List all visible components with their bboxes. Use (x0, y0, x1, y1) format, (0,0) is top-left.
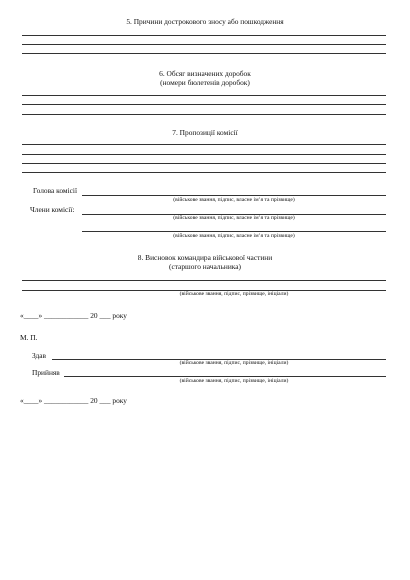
conclusion-line-1[interactable] (22, 280, 386, 281)
volume-line-2[interactable] (22, 104, 386, 105)
received-caption: (військове звання, підпис, прізвище, ініціали) (179, 378, 289, 384)
commission-head-caption: (військове звання, підпис, власне ім’я та прізвище) (173, 197, 295, 203)
proposals-line-4[interactable] (22, 172, 386, 173)
commission-member-2-caption: (військове звання, підпис, власне ім’я та прізвище) (173, 233, 295, 239)
section-6-subheading: (номери бюлетенів доробок) (160, 78, 250, 87)
reasons-line-2[interactable] (22, 44, 386, 45)
stamp-place-label: М. П. (20, 333, 38, 342)
conclusion-caption: (військове звання, підпис, прізвище, ініціали) (179, 291, 289, 297)
section-8-heading: 8. Висновок командира військової частини (137, 253, 273, 262)
date-field-2[interactable]: «____» ____________ 20 ___ року (20, 396, 127, 405)
proposals-line-1[interactable] (22, 144, 386, 145)
reasons-line-1[interactable] (22, 35, 386, 36)
commission-member-2-signature-line[interactable] (82, 231, 386, 232)
proposals-line-2[interactable] (22, 154, 386, 155)
handed-over-caption: (військове звання, підпис, прізвище, ініціали) (179, 360, 289, 366)
commission-members-label: Члени комісії: (30, 205, 75, 214)
received-label: Прийняв (32, 368, 60, 377)
proposals-line-3[interactable] (22, 163, 386, 164)
received-signature-line[interactable] (64, 376, 386, 377)
volume-line-1[interactable] (22, 95, 386, 96)
commission-member-1-caption: (військове звання, підпис, власне ім’я та прізвище) (173, 215, 295, 221)
section-7-heading: 7. Пропозиції комісії (172, 128, 238, 137)
section-5-heading: 5. Причини дострокового зносу або пошкодження (126, 17, 284, 26)
commission-head-signature-line[interactable] (82, 195, 386, 196)
section-8-subheading: (старшого начальника) (168, 262, 241, 271)
date-field-1[interactable]: «____» ____________ 20 ___ року (20, 311, 127, 320)
volume-line-3[interactable] (22, 114, 386, 115)
reasons-line-3[interactable] (22, 53, 386, 54)
commission-head-label: Голова комісії (33, 186, 78, 195)
section-6-heading: 6. Обсяг визначених доробок (159, 69, 251, 78)
handed-over-label: Здав (32, 351, 47, 360)
